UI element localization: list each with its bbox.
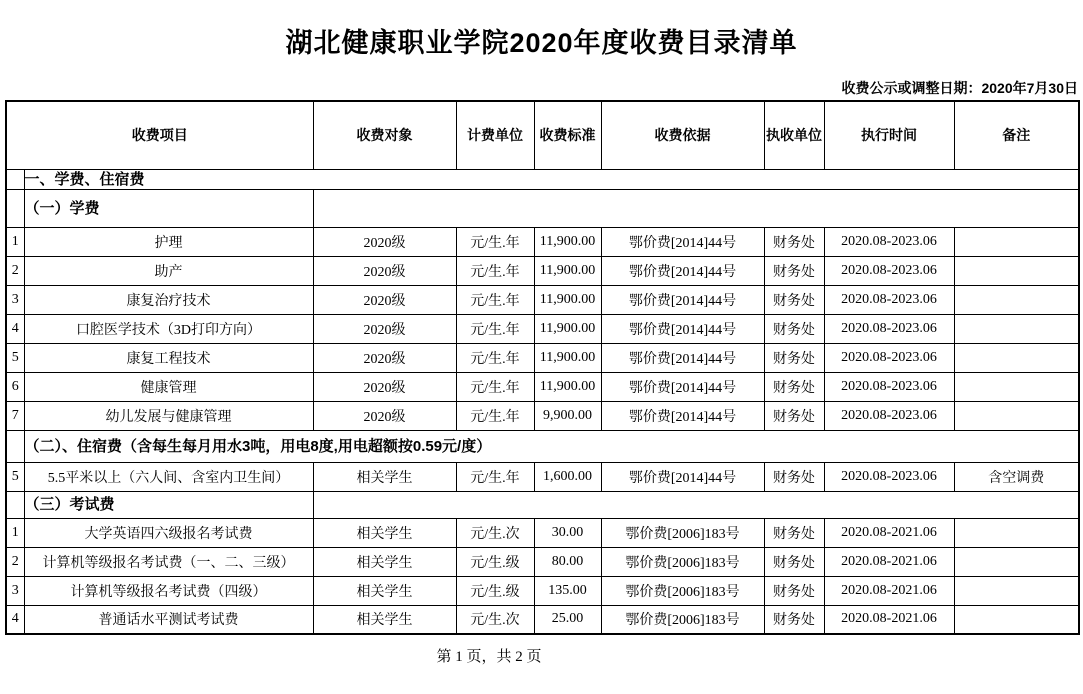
billing-unit-cell: 元/生.年 <box>456 314 534 343</box>
fee-item-cell: 护理 <box>24 227 313 256</box>
fee-basis-cell: 鄂价费[2006]183号 <box>601 547 764 576</box>
fee-standard-cell: 9,900.00 <box>534 401 601 430</box>
fee-basis-cell: 鄂价费[2006]183号 <box>601 518 764 547</box>
billing-unit-cell: 元/生.次 <box>456 518 534 547</box>
section-label: 一、学费、住宿费 <box>24 169 1079 189</box>
section-row <box>6 169 1079 189</box>
billing-unit-cell: 元/生.次 <box>456 605 534 634</box>
col-header-collecting-unit: 执收单位 <box>764 101 824 169</box>
fee-standard-cell: 1,600.00 <box>534 462 601 491</box>
fee-standard-cell: 11,900.00 <box>534 227 601 256</box>
fee-row <box>6 227 1079 256</box>
fee-basis-cell: 鄂价费[2014]44号 <box>601 343 764 372</box>
row-number-cell <box>6 491 24 518</box>
fee-basis-cell: 鄂价费[2014]44号 <box>601 401 764 430</box>
fee-row <box>6 285 1079 314</box>
fee-standard-cell: 11,900.00 <box>534 314 601 343</box>
fee-row <box>6 401 1079 430</box>
section-filler-cell <box>313 189 1079 227</box>
execution-period-cell: 2020.08-2021.06 <box>824 547 954 576</box>
col-header-billing-unit: 计费单位 <box>456 101 534 169</box>
fee-row <box>6 343 1079 372</box>
row-number-cell: 5 <box>6 462 24 491</box>
col-header-fee-standard: 收费标准 <box>534 101 601 169</box>
collecting-unit-cell: 财务处 <box>764 372 824 401</box>
billing-unit-cell: 元/生.年 <box>456 256 534 285</box>
row-number-cell: 4 <box>6 605 24 634</box>
billing-unit-cell: 元/生.年 <box>456 343 534 372</box>
billing-unit-cell: 元/生.年 <box>456 401 534 430</box>
row-number-cell: 1 <box>6 518 24 547</box>
fee-item-cell: 幼儿发展与健康管理 <box>24 401 313 430</box>
row-number-cell <box>6 430 24 462</box>
execution-period-cell: 2020.08-2023.06 <box>824 285 954 314</box>
section-label: （三）考试费 <box>24 491 313 518</box>
fee-item-cell: 助产 <box>24 256 313 285</box>
collecting-unit-cell: 财务处 <box>764 227 824 256</box>
collecting-unit-cell: 财务处 <box>764 314 824 343</box>
section-row <box>6 189 1079 227</box>
section-filler-cell <box>313 491 1079 518</box>
collecting-unit-cell: 财务处 <box>764 401 824 430</box>
row-number-cell <box>6 189 24 227</box>
remark-cell <box>954 227 1079 256</box>
execution-period-cell: 2020.08-2023.06 <box>824 227 954 256</box>
execution-period-cell: 2020.08-2021.06 <box>824 518 954 547</box>
collecting-unit-cell: 财务处 <box>764 462 824 491</box>
remark-cell <box>954 314 1079 343</box>
row-number-cell: 5 <box>6 343 24 372</box>
billing-unit-cell: 元/生.年 <box>456 285 534 314</box>
remark-cell <box>954 285 1079 314</box>
fee-row <box>6 605 1079 634</box>
fee-target-cell: 2020级 <box>313 285 456 314</box>
fee-basis-cell: 鄂价费[2014]44号 <box>601 314 764 343</box>
remark-cell <box>954 401 1079 430</box>
section-label: （一）学费 <box>24 189 313 227</box>
section-label: （二）、住宿费（含每生每月用水3吨，用电8度,用电超额按0.59元/度） <box>24 430 1079 462</box>
fee-item-cell: 口腔医学技术（3D打印方向） <box>24 314 313 343</box>
fee-standard-cell: 11,900.00 <box>534 372 601 401</box>
execution-period-cell: 2020.08-2023.06 <box>824 314 954 343</box>
fee-item-cell: 计算机等级报名考试费（四级） <box>24 576 313 605</box>
remark-cell <box>954 547 1079 576</box>
fee-item-cell: 健康管理 <box>24 372 313 401</box>
fee-basis-cell: 鄂价费[2014]44号 <box>601 372 764 401</box>
fee-item-cell: 5.5平米以上（六人间、含室内卫生间） <box>24 462 313 491</box>
fee-standard-cell: 11,900.00 <box>534 285 601 314</box>
fee-target-cell: 相关学生 <box>313 518 456 547</box>
fee-target-cell: 2020级 <box>313 256 456 285</box>
collecting-unit-cell: 财务处 <box>764 343 824 372</box>
fee-basis-cell: 鄂价费[2014]44号 <box>601 462 764 491</box>
fee-standard-cell: 11,900.00 <box>534 256 601 285</box>
row-number-cell: 2 <box>6 547 24 576</box>
row-number-cell: 6 <box>6 372 24 401</box>
collecting-unit-cell: 财务处 <box>764 605 824 634</box>
row-number-cell: 4 <box>6 314 24 343</box>
billing-unit-cell: 元/生.级 <box>456 576 534 605</box>
row-number-cell: 3 <box>6 285 24 314</box>
billing-unit-cell: 元/生.年 <box>456 227 534 256</box>
billing-unit-cell: 元/生.年 <box>456 462 534 491</box>
collecting-unit-cell: 财务处 <box>764 518 824 547</box>
execution-period-cell: 2020.08-2021.06 <box>824 605 954 634</box>
fee-basis-cell: 鄂价费[2014]44号 <box>601 256 764 285</box>
table-header <box>6 101 1079 169</box>
fee-target-cell: 2020级 <box>313 343 456 372</box>
col-header-execution-period: 执行时间 <box>824 101 954 169</box>
col-header-fee-basis: 收费依据 <box>601 101 764 169</box>
remark-cell <box>954 343 1079 372</box>
fee-row <box>6 372 1079 401</box>
collecting-unit-cell: 财务处 <box>764 576 824 605</box>
fee-basis-cell: 鄂价费[2006]183号 <box>601 576 764 605</box>
table-body <box>6 169 1079 634</box>
section-row <box>6 430 1079 462</box>
fee-target-cell: 相关学生 <box>313 605 456 634</box>
fee-basis-cell: 鄂价费[2014]44号 <box>601 227 764 256</box>
collecting-unit-cell: 财务处 <box>764 256 824 285</box>
fee-item-cell: 普通话水平测试考试费 <box>24 605 313 634</box>
fee-row <box>6 314 1079 343</box>
fee-item-cell: 大学英语四六级报名考试费 <box>24 518 313 547</box>
fee-standard-cell: 11,900.00 <box>534 343 601 372</box>
col-header-remark: 备注 <box>954 101 1079 169</box>
remark-cell <box>954 576 1079 605</box>
page-title: 湖北健康职业学院2020年度收费目录清单 <box>285 28 798 58</box>
execution-period-cell: 2020.08-2023.06 <box>824 462 954 491</box>
fee-row <box>6 256 1079 285</box>
fee-standard-cell: 25.00 <box>534 605 601 634</box>
fee-target-cell: 相关学生 <box>313 576 456 605</box>
fee-target-cell: 2020级 <box>313 401 456 430</box>
fee-row <box>6 518 1079 547</box>
fee-standard-cell: 80.00 <box>534 547 601 576</box>
fee-table <box>5 100 1080 635</box>
execution-period-cell: 2020.08-2021.06 <box>824 576 954 605</box>
remark-cell <box>954 605 1079 634</box>
header-row <box>6 101 1079 169</box>
col-header-fee-target: 收费对象 <box>313 101 456 169</box>
execution-period-cell: 2020.08-2023.06 <box>824 256 954 285</box>
fee-target-cell: 2020级 <box>313 227 456 256</box>
fee-row <box>6 576 1079 605</box>
fee-basis-cell: 鄂价费[2014]44号 <box>601 285 764 314</box>
col-header-fee-item: 收费项目 <box>6 101 313 169</box>
remark-cell: 含空调费 <box>954 462 1079 491</box>
publish-date-note: 收费公示或调整日期：2020年7月30日 <box>841 80 1078 96</box>
fee-row <box>6 462 1079 491</box>
execution-period-cell: 2020.08-2023.06 <box>824 343 954 372</box>
remark-cell <box>954 256 1079 285</box>
fee-standard-cell: 135.00 <box>534 576 601 605</box>
collecting-unit-cell: 财务处 <box>764 547 824 576</box>
fee-item-cell: 康复工程技术 <box>24 343 313 372</box>
collecting-unit-cell: 财务处 <box>764 285 824 314</box>
fee-row <box>6 547 1079 576</box>
row-number-cell <box>6 169 24 189</box>
fee-target-cell: 2020级 <box>313 372 456 401</box>
fee-standard-cell: 30.00 <box>534 518 601 547</box>
fee-target-cell: 相关学生 <box>313 547 456 576</box>
billing-unit-cell: 元/生.级 <box>456 547 534 576</box>
execution-period-cell: 2020.08-2023.06 <box>824 372 954 401</box>
remark-cell <box>954 518 1079 547</box>
page-number-footer: 第 1 页，共 2 页 <box>436 649 542 665</box>
fee-target-cell: 2020级 <box>313 314 456 343</box>
row-number-cell: 7 <box>6 401 24 430</box>
section-row <box>6 491 1079 518</box>
row-number-cell: 1 <box>6 227 24 256</box>
row-number-cell: 2 <box>6 256 24 285</box>
fee-basis-cell: 鄂价费[2006]183号 <box>601 605 764 634</box>
row-number-cell: 3 <box>6 576 24 605</box>
remark-cell <box>954 372 1079 401</box>
billing-unit-cell: 元/生.年 <box>456 372 534 401</box>
execution-period-cell: 2020.08-2023.06 <box>824 401 954 430</box>
fee-target-cell: 相关学生 <box>313 462 456 491</box>
fee-item-cell: 康复治疗技术 <box>24 285 313 314</box>
fee-item-cell: 计算机等级报名考试费（一、二、三级） <box>24 547 313 576</box>
